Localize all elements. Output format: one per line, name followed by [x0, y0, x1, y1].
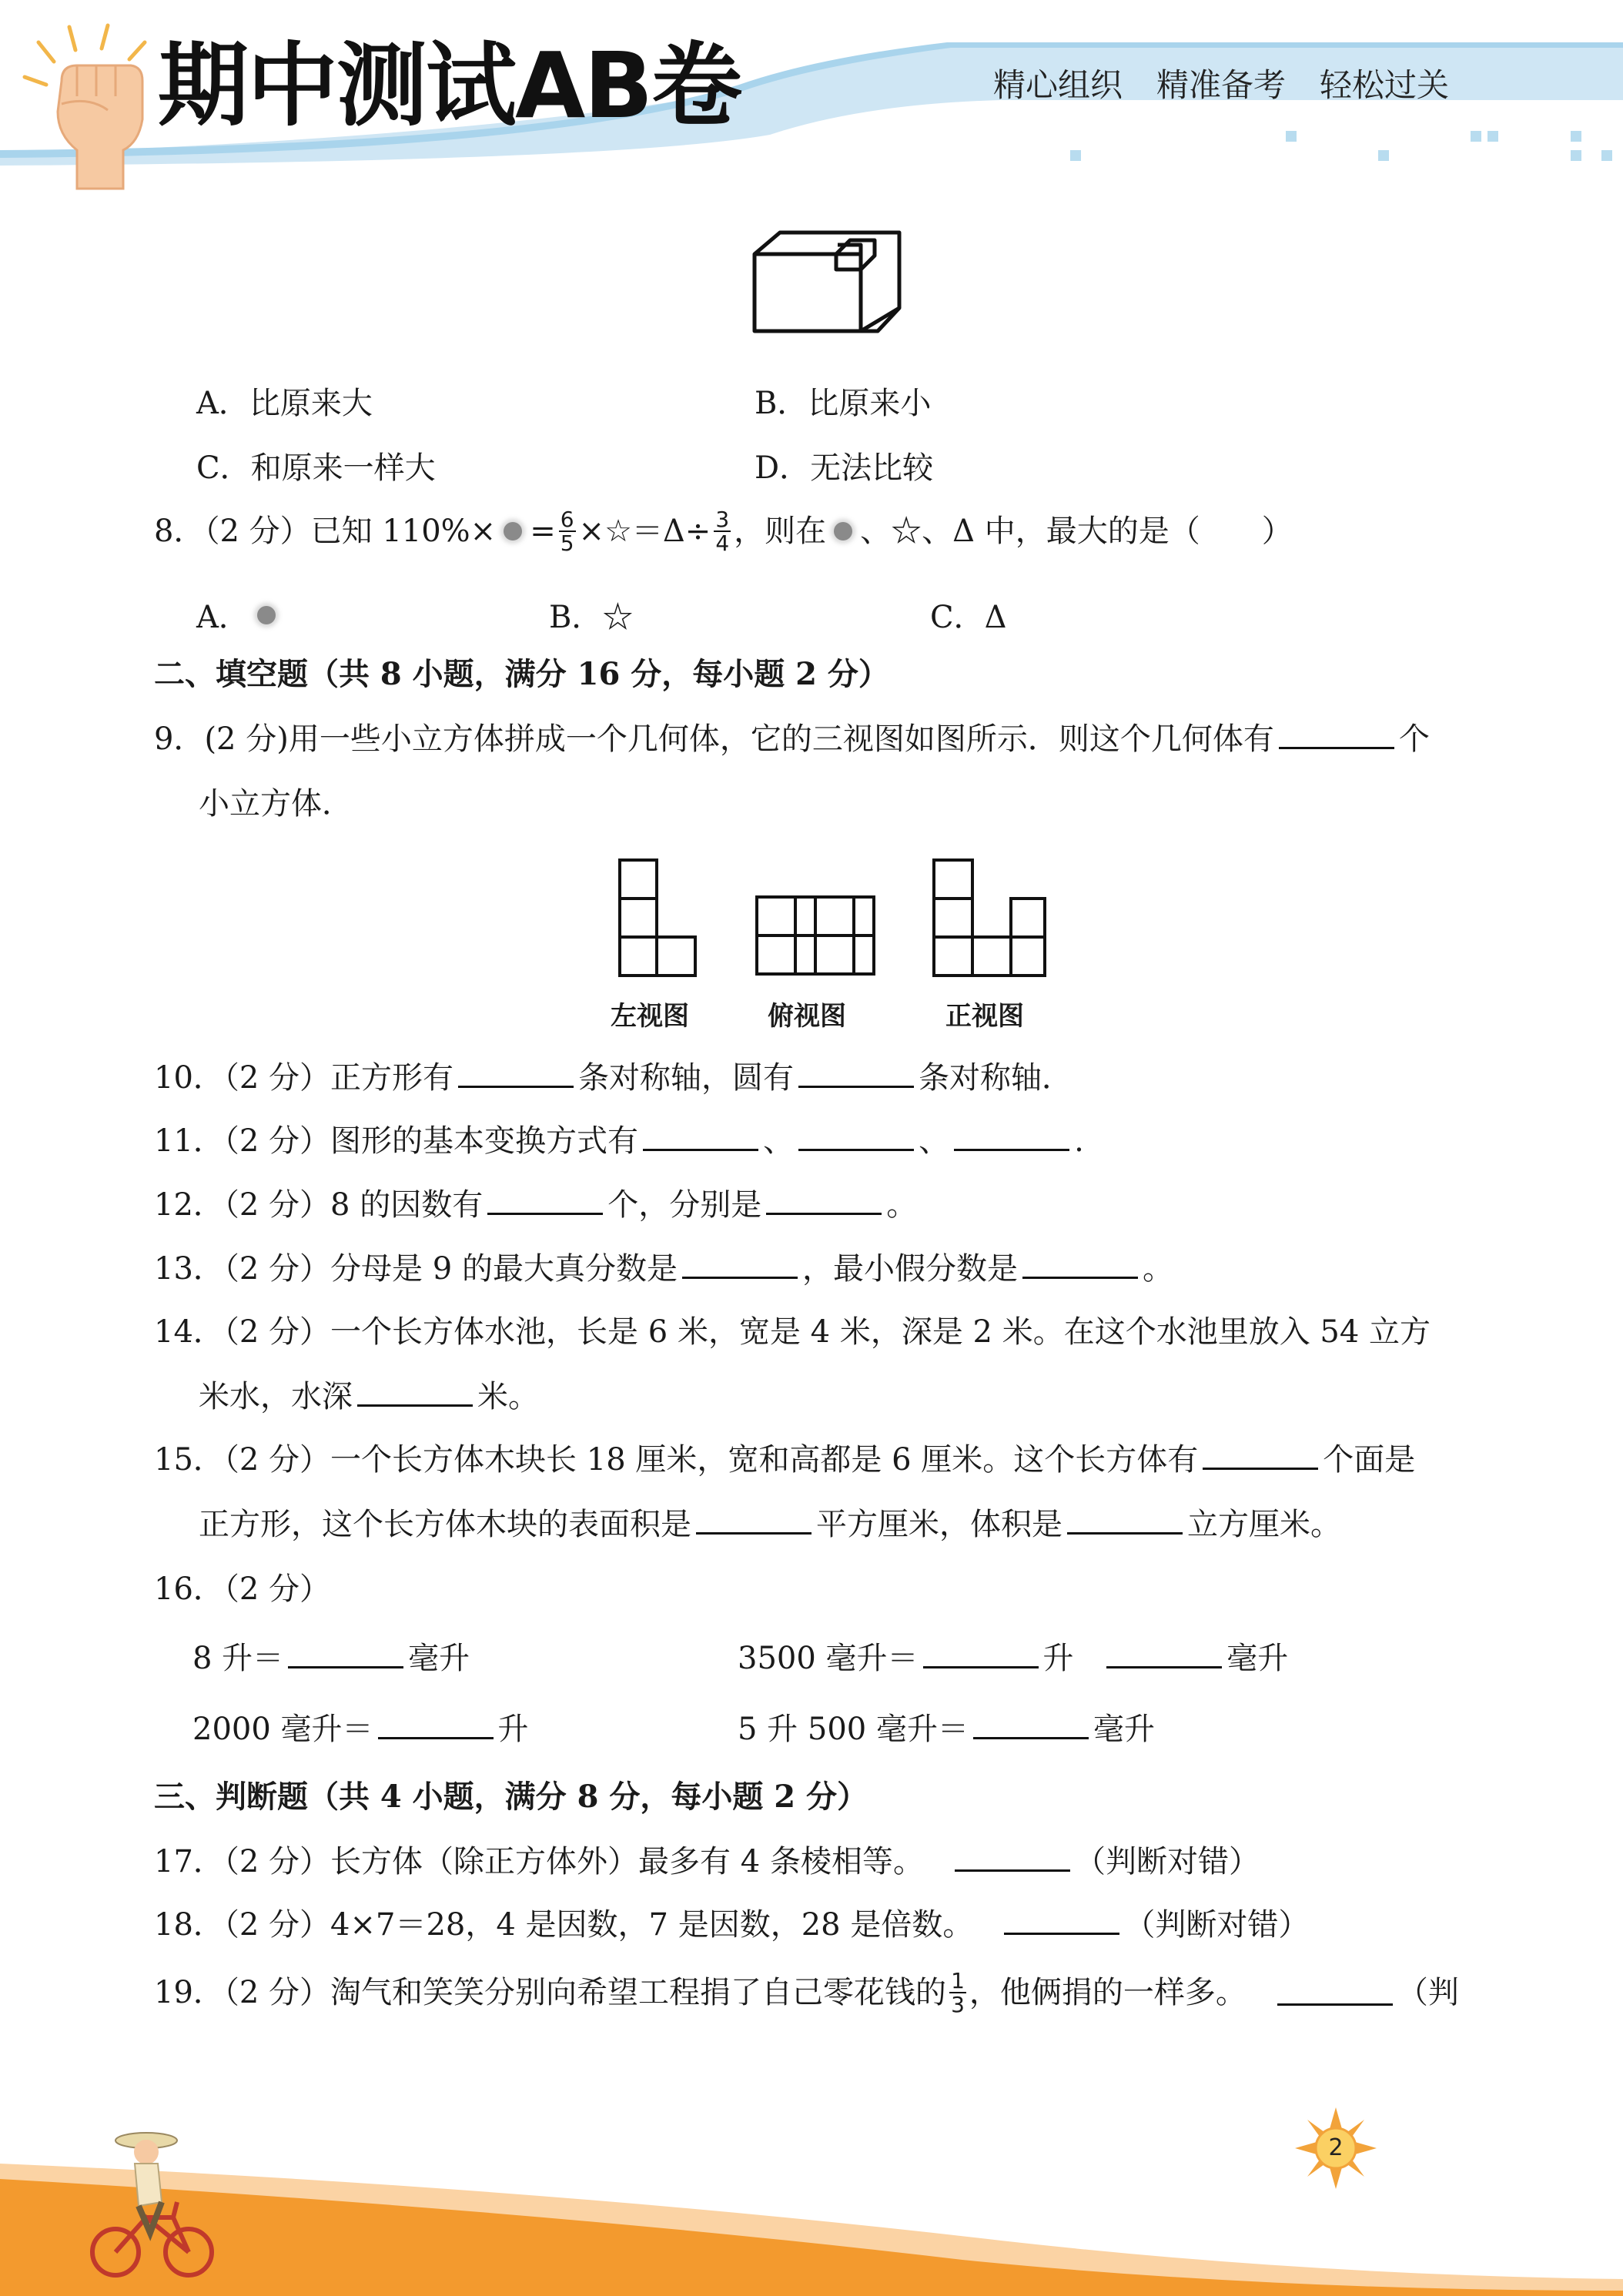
q16-item-2-text-a: 3500 毫升＝ — [738, 1641, 919, 1676]
q18-text: 18．（2 分）4×7＝28，4 是因数，7 是因数，28 是倍数。 — [154, 1907, 974, 1943]
cyclist-illustration — [85, 2125, 223, 2287]
page-footer — [0, 2125, 1623, 2296]
q15-text-d: 平方厘米，体积是 — [816, 1507, 1062, 1542]
q7-option-c: C．和原来一样大 — [196, 450, 436, 486]
gray-dot-icon — [257, 606, 276, 624]
caption-left-view: 左视图 — [611, 1001, 689, 1032]
q15-line-1 — [154, 1441, 1415, 1478]
q8-tail: 、☆、Δ 中，最大的是（ ） — [860, 514, 1293, 550]
q12-line — [154, 1186, 917, 1223]
q16-item-3-text-a: 2000 毫升＝ — [192, 1712, 373, 1747]
q12-text-c: 。 — [886, 1187, 918, 1223]
caption-front-view: 正视图 — [945, 1001, 1024, 1032]
q15-text-b: 个面是 — [1323, 1442, 1416, 1478]
fraction-numerator: 6 — [560, 507, 574, 532]
q19-fraction — [949, 1970, 966, 2017]
q19-text-a: 19．（2 分）淘气和笑笑分别向希望工程捐了自己零花钱的 — [154, 1975, 947, 2011]
q15-line-2 — [199, 1506, 1341, 1543]
q13-text-b: ，最小假分数是 — [801, 1251, 1018, 1287]
q19-text-c: （判 — [1397, 1975, 1459, 2011]
slogan-1: 精心组织 — [993, 66, 1123, 104]
fraction-numerator: 3 — [715, 507, 730, 532]
q8-fraction-2 — [714, 508, 731, 555]
q13-blank-2[interactable] — [1022, 1253, 1138, 1279]
q8-option-a — [196, 593, 283, 637]
q16-blank-2[interactable] — [923, 1642, 1039, 1668]
q13-line — [154, 1250, 1173, 1287]
header-title: 期中测试AB卷 — [158, 32, 741, 139]
q10-text-b: 条对称轴，圆有 — [578, 1060, 795, 1096]
q16-blank-1[interactable] — [288, 1642, 403, 1668]
q7-option-b: B．比原来小 — [755, 386, 932, 421]
q16-heading: 16．（2 分） — [154, 1571, 331, 1607]
gray-dot-icon — [834, 522, 852, 541]
q16-item-2 — [738, 1640, 1288, 1677]
q11-blank-3[interactable] — [954, 1125, 1069, 1151]
q12-blank-1[interactable] — [487, 1189, 603, 1215]
q15-text-a: 15．（2 分）一个长方体木块长 18 厘米，宽和高都是 6 厘米。这个长方体有 — [154, 1442, 1199, 1478]
q19-blank[interactable] — [1277, 1980, 1393, 2006]
q11-blank-2[interactable] — [798, 1125, 914, 1151]
q8-option-c: C．Δ — [930, 600, 1007, 635]
q11-sep-2: 、 — [919, 1123, 950, 1159]
q10-blank-2[interactable] — [798, 1062, 914, 1088]
q18-judge-label: （判断对错） — [1124, 1907, 1310, 1943]
q11-blank-1[interactable] — [643, 1125, 758, 1151]
q15-blank-2[interactable] — [696, 1508, 812, 1535]
q8-fraction-1 — [559, 508, 576, 555]
q9-blank[interactable] — [1279, 723, 1394, 749]
fraction-denominator: 4 — [715, 530, 730, 557]
q16-item-1-text-b: 毫升 — [408, 1641, 470, 1676]
q11-text: 11．（2 分）图形的基本变换方式有 — [154, 1123, 639, 1159]
q8-prefix: 8．（2 分）已知 110%× — [154, 514, 497, 550]
q14-text-b: 米。 — [477, 1379, 539, 1414]
footer-wave-decoration — [0, 2125, 1623, 2296]
q13-text-c: 。 — [1142, 1251, 1173, 1287]
fraction-denominator: 3 — [951, 1992, 965, 2018]
q17-blank[interactable] — [955, 1846, 1070, 1872]
q16-blank-3[interactable] — [1106, 1642, 1222, 1668]
front-view-figure — [928, 856, 1051, 979]
q19-text-b: ，他俩捐的一样多。 — [969, 1975, 1247, 2011]
q8-option-b: B．☆ — [549, 600, 634, 635]
q15-text-e: 立方厘米。 — [1187, 1507, 1341, 1542]
q9-text-end: 个 — [1398, 721, 1430, 757]
q18-line — [154, 1906, 1309, 1943]
q10-text-c: 条对称轴． — [919, 1060, 1073, 1096]
q8-option-a-label: A． — [196, 600, 249, 635]
q16-item-2-text-b: 升 — [1042, 1641, 1074, 1676]
caption-top-view: 俯视图 — [768, 1001, 846, 1032]
q15-blank-3[interactable] — [1067, 1508, 1183, 1535]
q16-item-3 — [192, 1711, 529, 1748]
q12-blank-2[interactable] — [766, 1189, 882, 1215]
fraction-denominator: 5 — [560, 530, 574, 557]
q7-option-d: D．无法比较 — [755, 450, 934, 486]
q16-item-4-text-a: 5 升 500 毫升＝ — [738, 1712, 969, 1747]
q12-text-a: 12．（2 分）8 的因数有 — [154, 1187, 484, 1223]
page-number: 2 — [1328, 2134, 1344, 2161]
q17-text: 17．（2 分）长方体（除正方体外）最多有 4 条棱相等。 — [154, 1844, 924, 1879]
top-view-figure — [751, 893, 882, 979]
q8-middle: ×☆＝Δ÷ — [578, 514, 711, 550]
fraction-numerator: 1 — [951, 1968, 965, 1993]
q15-text-c: 正方形，这个长方体木块的表面积是 — [199, 1507, 691, 1542]
q16-blank-4[interactable] — [378, 1713, 494, 1739]
q13-blank-1[interactable] — [682, 1253, 798, 1279]
q16-item-1 — [192, 1640, 470, 1677]
q14-text-a: 米水，水深 — [199, 1379, 353, 1414]
q9-line-1 — [154, 721, 1430, 758]
q11-line — [154, 1123, 1084, 1160]
q8-equals: = — [530, 514, 556, 550]
q12-text-b: 个，分别是 — [607, 1187, 762, 1223]
q14-line-2 — [199, 1378, 539, 1415]
q13-text-a: 13．（2 分）分母是 9 的最大真分数是 — [154, 1251, 678, 1287]
q16-item-4 — [738, 1711, 1155, 1748]
slogan-3: 轻松过关 — [1320, 66, 1450, 104]
q14-blank[interactable] — [357, 1381, 473, 1407]
q8-line — [154, 508, 1293, 555]
q16-item-2-text-c: 毫升 — [1226, 1641, 1289, 1676]
q9-text: 9．(2 分)用一些小立方体拼成一个几何体，它的三视图如图所示．则这个几何体有 — [154, 721, 1274, 757]
q10-line — [154, 1059, 1073, 1096]
section-3-heading: 三、判断题（共 4 小题，满分 8 分，每小题 2 分） — [154, 1779, 868, 1815]
q14-line-1: 14．（2 分）一个长方体水池，长是 6 米，宽是 4 米，深是 2 米。在这个水池里放入 54 立方 — [154, 1314, 1431, 1350]
q16-item-1-text-a: 8 升＝ — [192, 1641, 284, 1676]
q8-then: ，则在 — [734, 514, 827, 550]
q16-blank-5[interactable] — [973, 1713, 1089, 1739]
q10-text-a: 10．（2 分）正方形有 — [154, 1060, 454, 1096]
q19-line — [154, 1970, 1459, 2017]
q16-item-3-text-b: 升 — [497, 1712, 529, 1747]
q18-blank[interactable] — [1004, 1909, 1119, 1935]
slogan-2: 精准备考 — [1156, 66, 1287, 104]
q17-judge-label: （判断对错） — [1074, 1844, 1260, 1879]
section-2-heading: 二、填空题（共 8 小题，满分 16 分，每小题 2 分） — [154, 656, 889, 692]
q7-option-a: A．比原来大 — [196, 386, 373, 421]
q11-sep-1: 、 — [763, 1123, 795, 1159]
q15-blank-1[interactable] — [1203, 1444, 1318, 1470]
q10-blank-1[interactable] — [458, 1062, 574, 1088]
q11-end: . — [1074, 1123, 1084, 1159]
left-view-figure — [612, 856, 704, 979]
q17-line — [154, 1843, 1260, 1880]
q16-item-4-text-b: 毫升 — [1093, 1712, 1155, 1747]
cuboid-with-cut-corner-figure — [745, 223, 907, 339]
q9-line-2: 小立方体． — [199, 786, 353, 822]
gray-dot-icon — [504, 522, 522, 541]
